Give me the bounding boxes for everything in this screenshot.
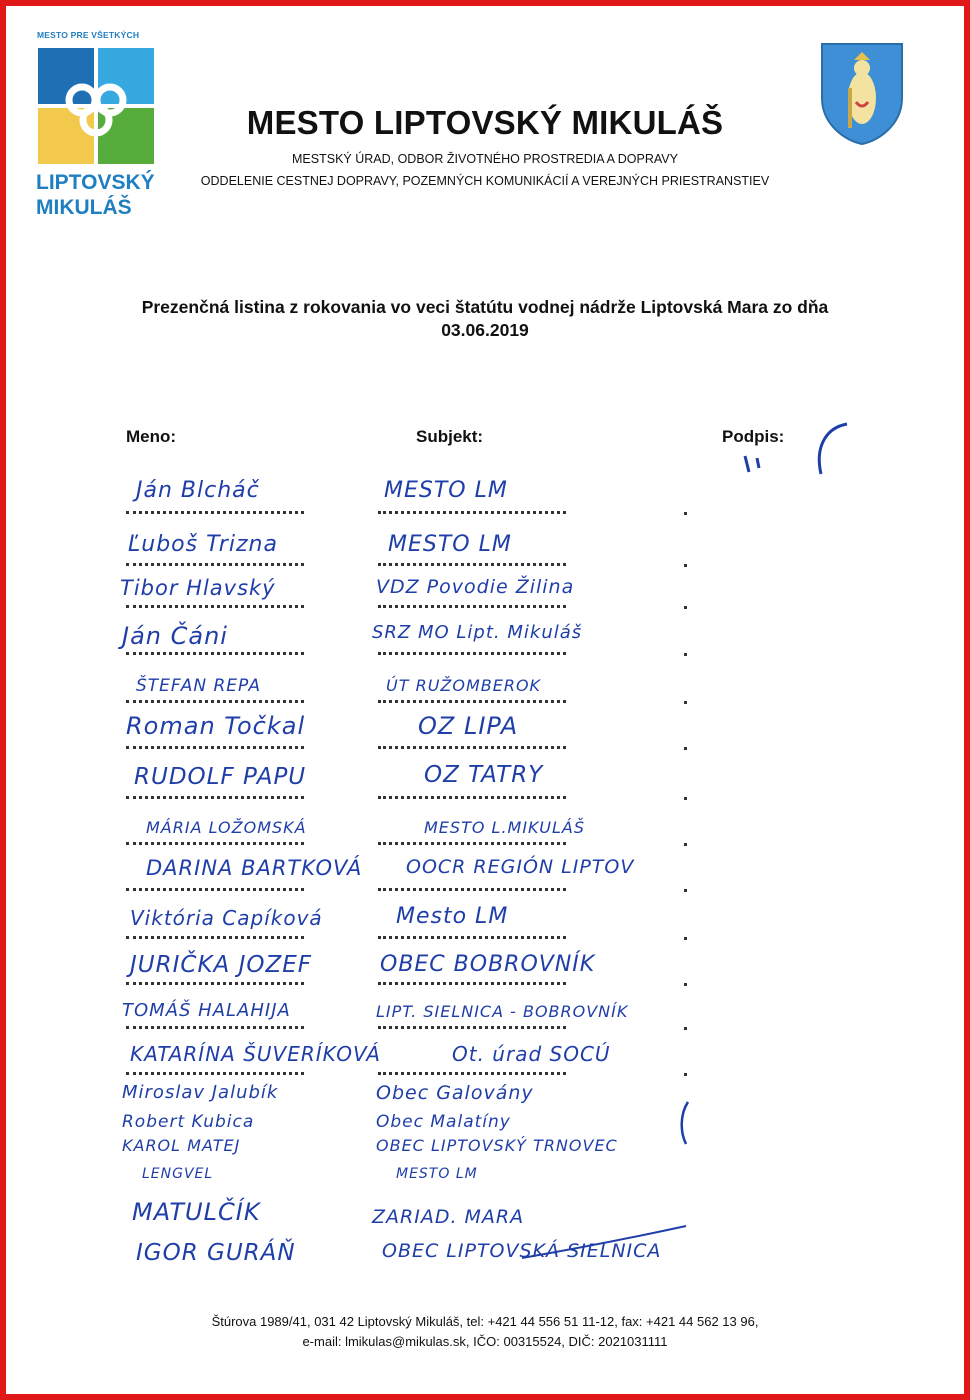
row-dotted-line (378, 1026, 566, 1029)
row-name: Viktória Capíková (130, 906, 323, 930)
row-subject: Obec Malatíny (376, 1112, 511, 1132)
row-name: JURIČKA JOZEF (130, 952, 312, 978)
row-signature-dot (684, 512, 687, 515)
row-dotted-line (126, 746, 304, 749)
logo-squares (38, 48, 154, 164)
row-dotted-line (126, 605, 304, 608)
row-subject: MESTO LM (384, 478, 508, 503)
row-signature-dot (684, 843, 687, 846)
row-name: Tibor Hlavský (120, 576, 276, 600)
row-dotted-line (378, 746, 566, 749)
row-dotted-line (126, 796, 304, 799)
document-title (40, 296, 930, 342)
logo-rings-icon (38, 48, 154, 164)
row-dotted-line (378, 652, 566, 655)
row-name: ŠTEFAN REPA (136, 676, 262, 696)
row-signature-dot (684, 889, 687, 892)
row-signature-dot (684, 1073, 687, 1076)
logo-name (36, 170, 155, 220)
row-dotted-line (126, 652, 304, 655)
row-signature-dot (684, 937, 687, 940)
row-dotted-line (378, 700, 566, 703)
row-subject: OZ TATRY (424, 762, 544, 788)
row-name: Ján Čáni (122, 622, 228, 650)
row-name: IGOR GURÁŇ (136, 1240, 296, 1266)
row-subject: OBEC BOBROVNÍK (380, 952, 596, 977)
row-dotted-line (378, 563, 566, 566)
row-name: RUDOLF PAPU (134, 764, 307, 790)
row-subject: LIPT. SIELNICA - BOBROVNÍK (376, 1002, 629, 1021)
row-subject: Ot. úrad SOCÚ (452, 1042, 611, 1066)
column-header-name: Meno: (126, 427, 177, 446)
row-dotted-line (126, 888, 304, 891)
row-subject: Mesto LM (396, 904, 509, 929)
footer-address: Štúrova 1989/41, 031 42 Liptovský Mikuláš, tel: +421 44 556 51 11-12, fax: +421 44 562 13 96, (211, 1314, 759, 1329)
row-dotted-line (126, 563, 304, 566)
row-dotted-line (378, 1072, 566, 1075)
row-dotted-line (126, 511, 304, 514)
row-dotted-line (126, 982, 304, 985)
row-name: Ľuboš Trizna (128, 532, 278, 557)
row-signature-dot (684, 701, 687, 704)
row-name: KATARÍNA ŠUVERÍKOVÁ (130, 1042, 381, 1066)
column-header-subject: Subjekt: (416, 427, 484, 446)
row-dotted-line (378, 796, 566, 799)
row-subject: Obec Galovány (376, 1082, 534, 1104)
row-subject: OZ LIPA (418, 712, 519, 740)
row-name: MÁRIA LOŽOMSKÁ (146, 818, 307, 837)
handwritten-strike-line (520, 1222, 690, 1262)
row-name: Ján Blcháč (136, 478, 260, 503)
row-subject: MESTO L.MIKULÁŠ (424, 818, 585, 837)
row-signature-dot (684, 1027, 687, 1030)
coat-of-arms-icon (818, 40, 906, 146)
margin-bracket-mark (674, 1098, 694, 1148)
row-subject: MESTO LM (388, 532, 512, 557)
row-dotted-line (126, 700, 304, 703)
row-dotted-line (126, 1072, 304, 1075)
row-dotted-line (378, 511, 566, 514)
row-dotted-line (126, 936, 304, 939)
row-subject: ÚT RUŽOMBEROK (386, 676, 542, 695)
document-title-date: 03.06.2019 (441, 320, 529, 340)
header-subtitle-office: MESTSKÝ ÚRAD, ODBOR ŽIVOTNÉHO PROSTREDIA A DOPRAVY (292, 152, 678, 166)
row-subject: OBEC LIPTOVSKÁ SIELNICA (382, 1240, 662, 1262)
page-title: MESTO LIPTOVSKÝ MIKULÁŠ (246, 104, 724, 141)
row-subject: ZARIAD. MARA (372, 1206, 525, 1228)
row-dotted-line (126, 842, 304, 845)
city-logo (36, 30, 158, 225)
column-header-signature: Podpis: (722, 427, 785, 446)
logo-name-line1: LIPTOVSKÝ (36, 171, 155, 194)
row-name: TOMÁŠ HALAHIJA (122, 1000, 291, 1021)
row-dotted-line (378, 936, 566, 939)
row-subject: VDZ Povodie Žilina (376, 576, 575, 598)
row-name: Robert Kubica (122, 1112, 255, 1132)
row-name: MATULČÍK (132, 1198, 261, 1226)
row-dotted-line (378, 605, 566, 608)
footer-contact: e-mail: lmikulas@mikulas.sk, IČO: 00315524, DIČ: 2021031111 (302, 1334, 668, 1349)
row-subject: OOCR REGIÓN LIPTOV (406, 856, 635, 878)
row-dotted-line (378, 842, 566, 845)
row-dotted-line (378, 888, 566, 891)
row-signature-dot (684, 747, 687, 750)
row-signature-dot (684, 797, 687, 800)
row-name: Miroslav Jalubík (122, 1082, 279, 1103)
row-name: Roman Točkal (126, 712, 306, 740)
row-signature-dot (684, 983, 687, 986)
row-subject: MESTO LM (396, 1166, 478, 1182)
row-name: LENGVEL (142, 1166, 214, 1182)
row-signature-dot (684, 564, 687, 567)
document-title-line1: Prezenčná listina z rokovania vo veci štatútu vodnej nádrže Liptovská Mara zo dňa (141, 297, 829, 317)
header-subtitle-department: ODDELENIE CESTNEJ DOPRAVY, POZEMNÝCH KOMUNIKÁCIÍ A VEREJNÝCH PRIESTRANSTIEV (200, 174, 770, 188)
row-name: DARINA BARTKOVÁ (146, 856, 363, 880)
row-subject: SRZ MO Lipt. Mikuláš (372, 622, 583, 643)
row-signature-dot (684, 606, 687, 609)
row-signature-dot (684, 653, 687, 656)
logo-tagline: MESTO PRE VŠETKÝCH (37, 30, 140, 40)
logo-name-line2: MIKULÁŠ (36, 196, 132, 219)
row-name: KAROL MATEJ (122, 1136, 241, 1155)
row-subject: OBEC LIPTOVSKÝ TRNOVEC (376, 1136, 618, 1155)
row-dotted-line (126, 1026, 304, 1029)
signature-scribble (735, 418, 855, 478)
row-dotted-line (378, 982, 566, 985)
